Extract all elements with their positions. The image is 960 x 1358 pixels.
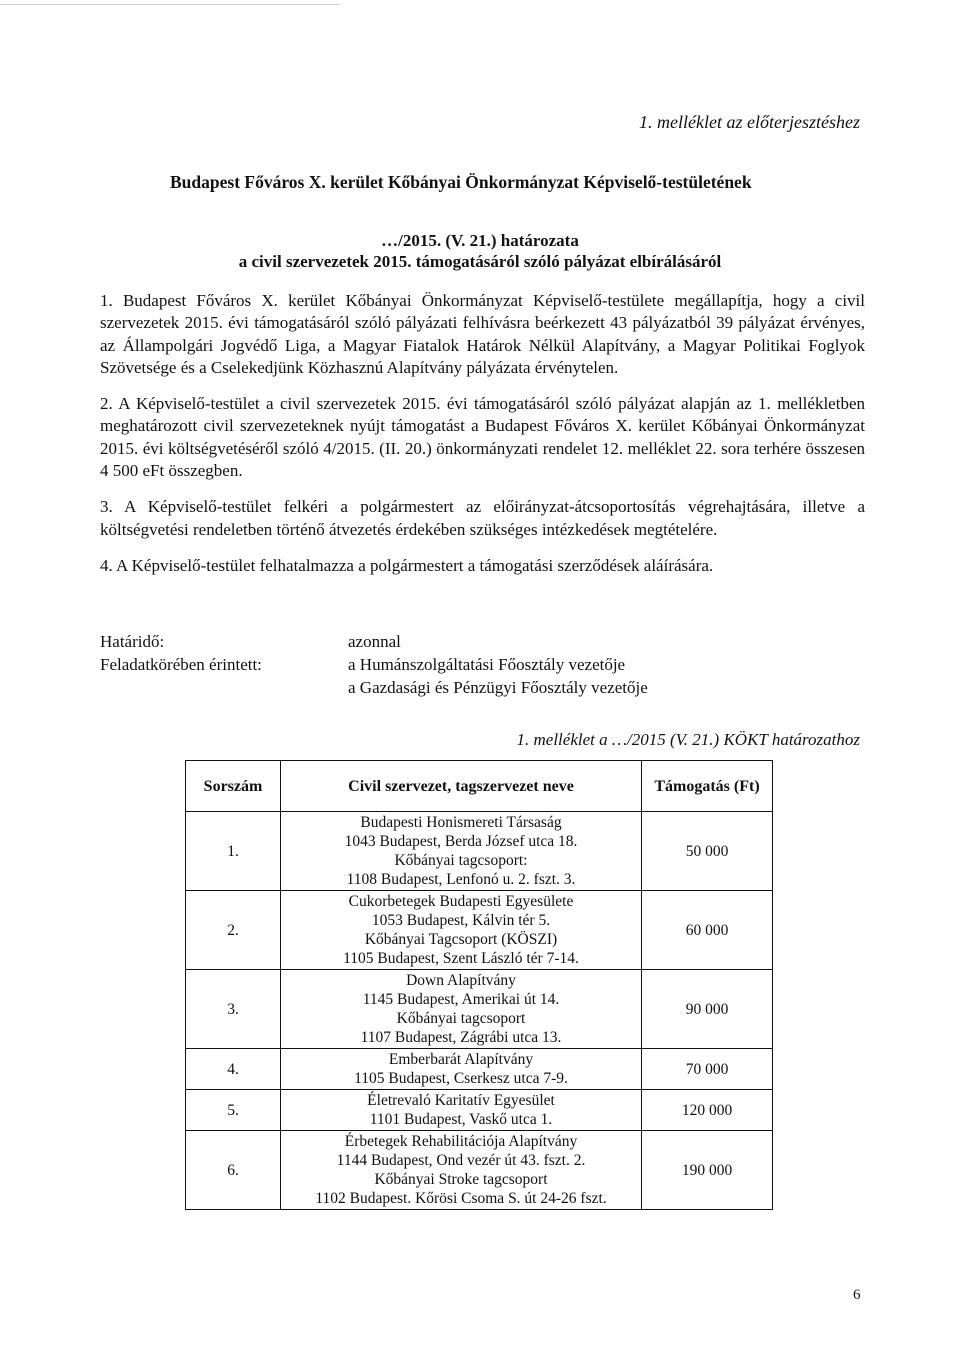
amount-cell: 50 000	[642, 812, 773, 891]
header-organization: Civil szervezet, tagszervezet neve	[281, 761, 642, 812]
table-header-row	[186, 761, 773, 812]
paragraph-4: 4. A Képviselő-testület felhatalmazza a polgármestert a támogatási szerződések aláírására.	[100, 555, 714, 575]
resolution-body	[100, 290, 865, 591]
organization-cell	[281, 970, 642, 1049]
amount-cell: 60 000	[642, 891, 773, 970]
row-number: 4.	[186, 1049, 281, 1090]
resolution-title	[0, 230, 960, 272]
org-line: Down Alapítvány	[406, 972, 516, 989]
deadline-label: Határidő:	[100, 632, 165, 651]
paragraph-2: 2. A Képviselő-testület a civil szervezetek 2015. évi támogatásáról szóló pályázat alapján az 1. mellékletben meghatározott civil szervezeteknek nyújt támogatást a Budapest Főváros X. kerület Kőbányai Önkormányzat 2015. évi költségvetéséről szóló 4/2015. (II. 20.) önkormányzati rendelet 12. melléklet 22. sora terhére összesen 4 500 eFt összegben.	[100, 394, 865, 481]
org-line: Kőbányai tagcsoport:	[394, 852, 528, 869]
org-line: Budapesti Honismereti Társaság	[360, 814, 562, 831]
org-line: 1144 Budapest, Ond vezér út 43. fszt. 2.	[336, 1152, 586, 1169]
org-line: Kőbányai Tagcsoport (KÖSZI)	[364, 931, 558, 948]
resolution-number: …/2015. (V. 21.) határozata	[381, 231, 579, 250]
table-row	[186, 812, 773, 891]
organization-cell	[281, 891, 642, 970]
organization-cell	[281, 1090, 642, 1131]
row-number: 1.	[186, 812, 281, 891]
responsible-2: a Gazdasági és Pénzügyi Főosztály vezetője	[348, 678, 648, 697]
row-number: 2.	[186, 891, 281, 970]
row-number: 5.	[186, 1090, 281, 1131]
annex-table-reference: 1. melléklet a …/2015 (V. 21.) KÖKT határozathoz	[516, 730, 860, 749]
page-number: 6	[853, 1287, 861, 1303]
org-line: Kőbányai Stroke tagcsoport	[374, 1171, 548, 1188]
header-amount: Támogatás (Ft)	[642, 761, 773, 812]
scan-edge-line	[0, 4, 340, 5]
org-line: Kőbányai tagcsoport	[396, 1010, 526, 1027]
table-row	[186, 891, 773, 970]
org-line: 1101 Budapest, Vaskő utca 1.	[369, 1111, 553, 1128]
deadline-value: azonnal	[348, 632, 401, 651]
org-line: 1043 Budapest, Berda József utca 18.	[344, 833, 578, 850]
org-line: 1102 Budapest. Kőrösi Csoma S. út 24-26 fszt.	[315, 1190, 607, 1207]
paragraph-3: 3. A Képviselő-testület felkéri a polgármestert az előirányzat-átcsoportosítás végrehajtására, illetve a költségvetési rendeletben történő átvezetés érdekében szükséges intézkedések megtételére.	[100, 497, 865, 539]
header-serial: Sorszám	[186, 761, 281, 812]
org-line: 1107 Budapest, Zágrábi utca 13.	[360, 1029, 562, 1046]
amount-cell: 70 000	[642, 1049, 773, 1090]
org-line: 1053 Budapest, Kálvin tér 5.	[371, 912, 551, 929]
org-line: 1105 Budapest, Szent László tér 7-14.	[343, 950, 579, 967]
amount-cell: 190 000	[642, 1131, 773, 1210]
org-line: Érbetegek Rehabilitációja Alapítvány	[344, 1133, 578, 1150]
table-row	[186, 1090, 773, 1131]
row-number: 6.	[186, 1131, 281, 1210]
amount-cell: 120 000	[642, 1090, 773, 1131]
org-line: Cukorbetegek Budapesti Egyesülete	[348, 893, 574, 910]
responsible-1: a Humánszolgáltatási Főosztály vezetője	[348, 655, 626, 674]
organization-cell	[281, 812, 642, 891]
resolution-subject: a civil szervezetek 2015. támogatásáról szóló pályázat elbírálásáról	[238, 252, 722, 271]
table-row	[186, 1131, 773, 1210]
organization-cell	[281, 1049, 642, 1090]
amount-cell: 90 000	[642, 970, 773, 1049]
table-row	[186, 1049, 773, 1090]
annex-reference: 1. melléklet az előterjesztéshez	[639, 112, 860, 132]
org-line: Életrevaló Karitatív Egyesület	[367, 1092, 555, 1109]
table-row	[186, 970, 773, 1049]
organization-cell	[281, 1131, 642, 1210]
row-number: 3.	[186, 970, 281, 1049]
responsible-label: Feladatkörében érintett:	[100, 655, 262, 674]
org-line: 1105 Budapest, Cserkesz utca 7-9.	[354, 1070, 568, 1087]
grants-table	[185, 760, 773, 1210]
org-line: Emberbarát Alapítvány	[388, 1051, 534, 1068]
paragraph-1: 1. Budapest Főváros X. kerület Kőbányai Önkormányzat Képviselő-testülete megállapítja, hogy a civil szervezetek 2015. évi támogatásáról szóló pályázati felhívásra beérkezett 43 pályázatból 39 pályázat érvényes, az Állampolgári Jogvédő Liga, a Magyar Fiatalok Határok Nélkül Alapítvány, a Magyar Politikai Foglyok Szövetsége és a Cselekedjünk Közhasznú Alapítvány pályázata érvénytelen.	[100, 291, 865, 377]
org-line: 1108 Budapest, Lenfonó u. 2. fszt. 3.	[346, 871, 576, 888]
org-line: 1145 Budapest, Amerikai út 14.	[362, 991, 560, 1008]
deadline-block	[100, 630, 648, 699]
body-title: Budapest Főváros X. kerület Kőbányai Önkormányzat Képviselő-testületének	[170, 172, 752, 192]
